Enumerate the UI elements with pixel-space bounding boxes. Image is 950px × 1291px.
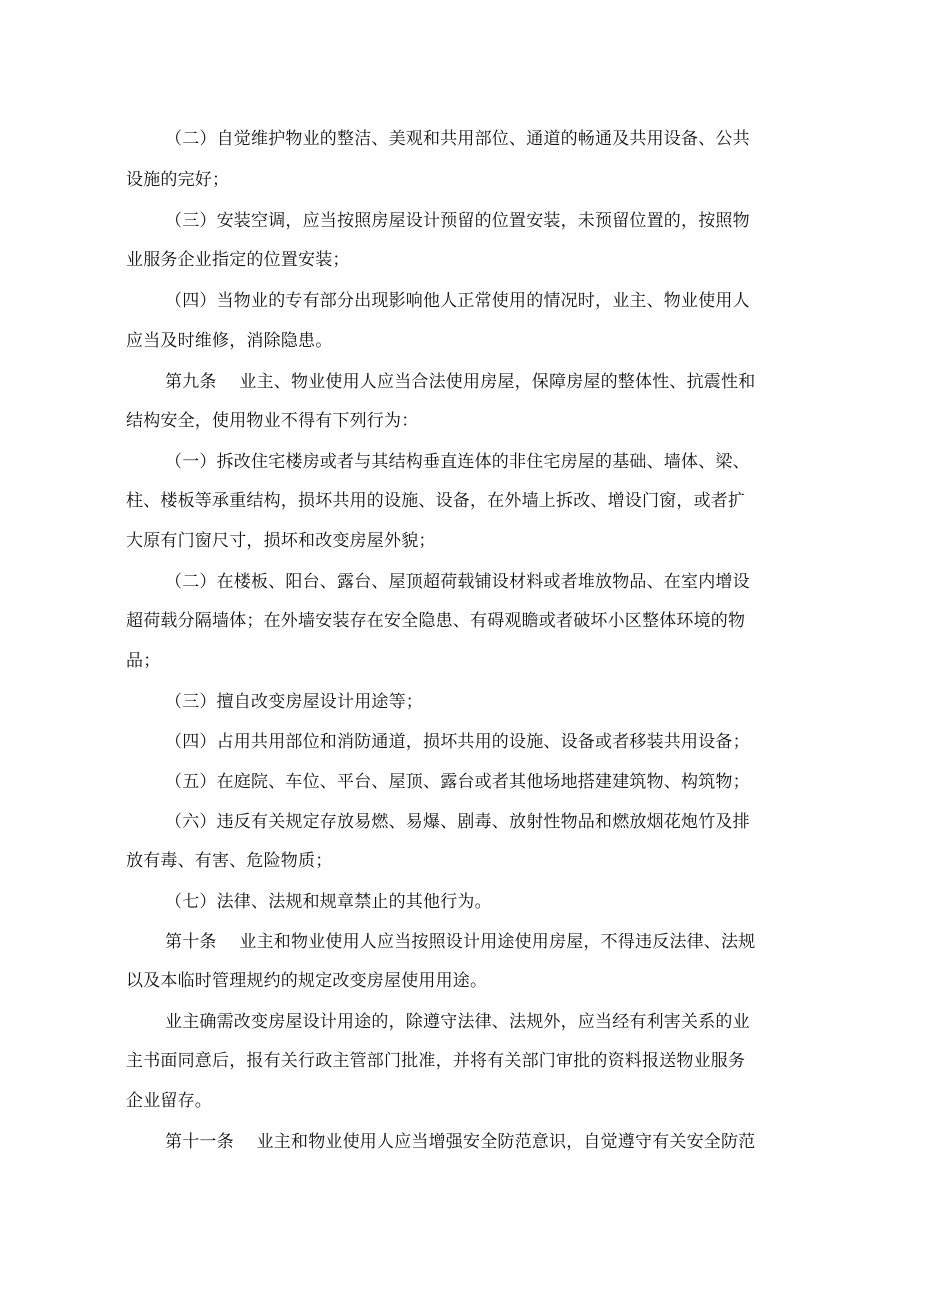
text-line: （二）自觉维护物业的整洁、美观和共用部位、通道的畅通及共用设备、公共 (165, 129, 750, 149)
text-line: 应当及时维修，消除隐患。 (126, 331, 333, 351)
text-line: （四）当物业的专有部分出现影响他人正常使用的情况时，业主、物业使用人 (165, 291, 750, 311)
text-line: 柱、楼板等承重结构，损坏共用的设施、设备，在外墙上拆改、增设门窗，或者扩 (126, 491, 746, 511)
text-line: （七）法律、法规和规章禁止的其他行为。 (165, 892, 492, 912)
text-line: （一）拆改住宅楼房或者与其结构垂直连体的非住宅房屋的基础、墙体、梁、 (165, 452, 750, 472)
text-line: （五）在庭院、车位、平台、屋顶、露台或者其他场地搭建建筑物、构筑物； (165, 772, 750, 792)
article-heading-line: 第十一条 业主和物业使用人应当增强安全防范意识，自觉遵守有关安全防范 (165, 1132, 756, 1152)
text-line: 超荷载分隔墙体；在外墙安装存在安全隐患、有碍观瞻或者破坏小区整体环境的物 (126, 611, 746, 631)
article-heading-line: 第十条 业主和物业使用人应当按照设计用途使用房屋，不得违反法律、法规 (165, 932, 756, 952)
text-line: 以及本临时管理规约的规定改变房屋使用用途。 (126, 971, 488, 991)
text-line: （三）安装空调，应当按照房屋设计预留的位置安装，未预留位置的，按照物 (165, 211, 750, 231)
text-line: 设施的完好； (126, 170, 230, 190)
text-line: 企业留存。 (126, 1091, 212, 1111)
text-line: 品； (126, 651, 161, 671)
text-line: （三）擅自改变房屋设计用途等； (165, 692, 423, 712)
text-line: （六）违反有关规定存放易燃、易爆、剧毒、放射性物品和燃放烟花炮竹及排 (165, 812, 750, 832)
text-line: 业主确需改变房屋设计用途的，除遵守法律、法规外，应当经有利害关系的业 (165, 1012, 750, 1032)
text-line: （二）在楼板、阳台、露台、屋顶超荷载铺设材料或者堆放物品、在室内增设 (165, 572, 750, 592)
text-line: 大原有门窗尺寸，损坏和改变房屋外貌； (126, 531, 436, 551)
text-line: （四）占用共用部位和消防通道，损坏共用的设施、设备或者移装共用设备； (165, 732, 750, 752)
text-line: 结构安全，使用物业不得有下列行为： (126, 411, 419, 431)
text-line: 业服务企业指定的位置安装； (126, 250, 350, 270)
text-line: 放有毒、有害、危险物质； (126, 851, 333, 871)
article-heading-line: 第九条 业主、物业使用人应当合法使用房屋，保障房屋的整体性、抗震性和 (165, 372, 756, 392)
text-line: 主书面同意后，报有关行政主管部门批准，并将有关部门审批的资料报送物业服务 (126, 1051, 746, 1071)
